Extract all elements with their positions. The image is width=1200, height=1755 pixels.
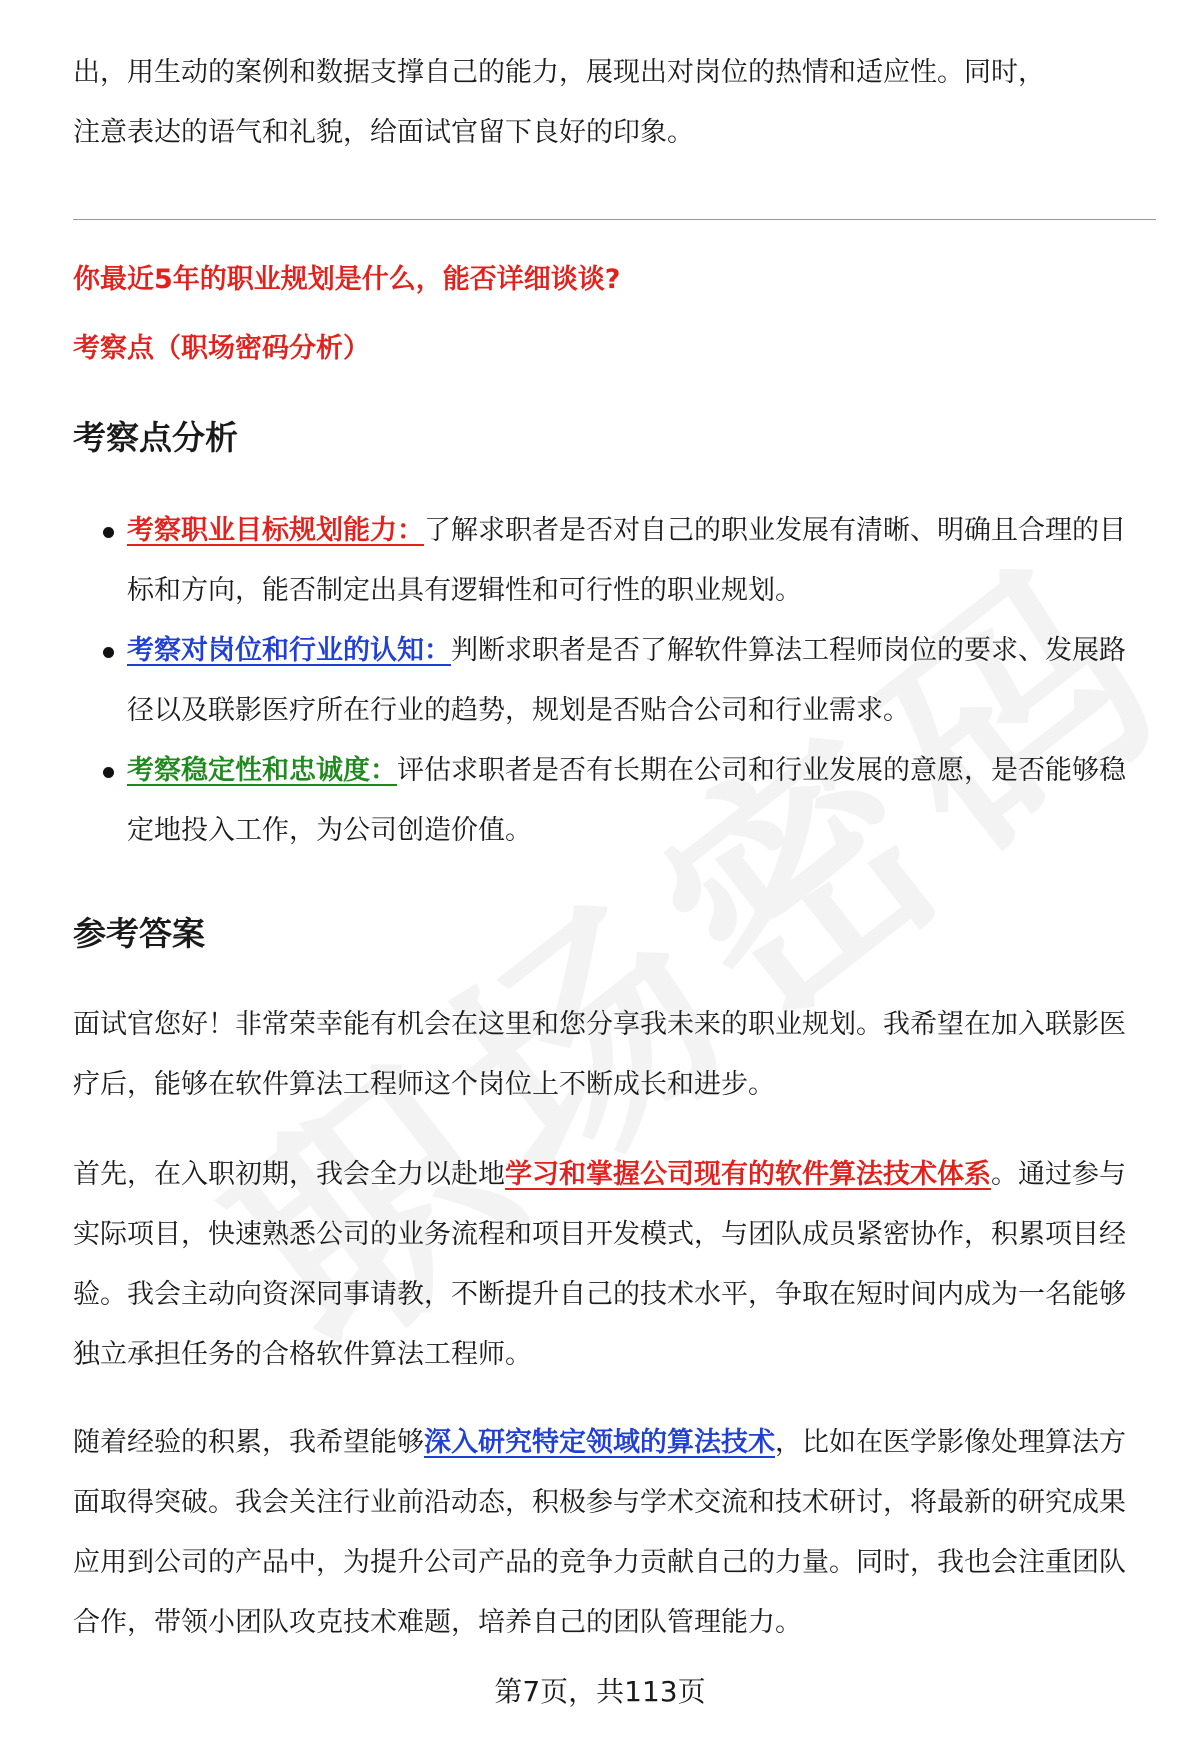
analysis-keyword: 考察稳定性和忠诚度： — [127, 755, 397, 786]
answer-title: 参考答案 — [73, 914, 205, 953]
page-number: 第7页，共113页 — [494, 1675, 706, 1708]
answer-p3-highlight: 深入研究特定领域的算法技术 — [424, 1427, 775, 1458]
analysis-item — [127, 621, 1147, 741]
analysis-list — [127, 501, 1147, 861]
answer-p2-after: 。通过参与实际项目，快速熟悉公司的业务流程和项目开发模式，与团队成员紧密协作，积累项目经验。我会主动向资深同事请教，不断提升自己的技术水平，争取在短时间内成为一名能够独立承担任务的合格软件算法工程师。 — [73, 1159, 1126, 1370]
analysis-text: 了解求职者是否对自己的职业发展有清晰、明确且合理的目标和方向，能否制定出具有逻辑性和可行性的职业规划。 — [127, 515, 1126, 606]
focus-label: 考察点（职场密码分析） — [73, 333, 370, 364]
answer-p3-after: ，比如在医学影像处理算法方面取得突破。我会关注行业前沿动态，积极参与学术交流和技术研讨，将最新的研究成果应用到公司的产品中，为提升公司产品的竞争力贡献自己的力量。同时，我也会注重团队合作，带领小团队攻克技术难题，培养自己的团队管理能力。 — [73, 1427, 1126, 1638]
answer-p3-before: 随着经验的积累，我希望能够 — [73, 1427, 424, 1458]
analysis-keyword: 考察职业目标规划能力： — [127, 515, 424, 546]
answer-paragraph-2 — [73, 1145, 1143, 1385]
analysis-item — [127, 741, 1147, 861]
intro-line-1: 出，用生动的案例和数据支撑自己的能力，展现出对岗位的热情和适应性。同时， — [73, 57, 1045, 88]
bullet-dot-icon — [103, 647, 114, 658]
intro-paragraph — [73, 43, 1143, 163]
analysis-text: 判断求职者是否了解软件算法工程师岗位的要求、发展路径以及联影医疗所在行业的趋势，规划是否贴合公司和行业需求。 — [127, 635, 1126, 726]
analysis-keyword: 考察对岗位和行业的认知： — [127, 635, 451, 666]
analysis-title: 考察点分析 — [73, 418, 238, 457]
bullet-dot-icon — [103, 527, 114, 538]
analysis-item — [127, 501, 1147, 621]
answer-p2-before: 首先，在入职初期，我会全力以赴地 — [73, 1159, 505, 1190]
section-divider — [73, 219, 1156, 220]
answer-paragraph-1: 面试官您好！非常荣幸能有机会在这里和您分享我未来的职业规划。我希望在加入联影医疗后，能够在软件算法工程师这个岗位上不断成长和进步。 — [73, 1009, 1126, 1100]
question-heading: 你最近5年的职业规划是什么，能否详细谈谈? — [73, 264, 621, 295]
answer-paragraph-3 — [73, 1413, 1143, 1653]
bullet-dot-icon — [103, 767, 114, 778]
analysis-text: 评估求职者是否有长期在公司和行业发展的意愿，是否能够稳定地投入工作，为公司创造价值。 — [127, 755, 1126, 846]
intro-line-2: 注意表达的语气和礼貌，给面试官留下良好的印象。 — [73, 117, 694, 148]
answer-p2-highlight: 学习和掌握公司现有的软件算法技术体系 — [505, 1159, 991, 1190]
